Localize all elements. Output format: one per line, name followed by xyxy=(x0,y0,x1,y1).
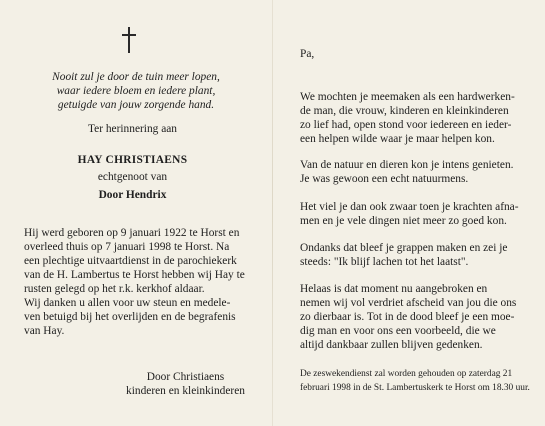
text-line: ven betuigd bij het overlijden en de begrafenis xyxy=(24,311,236,323)
left-page xyxy=(0,0,272,426)
spouse-name: Door Hendrix xyxy=(98,189,167,201)
text-line: Hij werd geboren op 9 januari 1922 te Horst en xyxy=(24,227,240,239)
poem-line: Nooit zul je door de tuin meer lopen, xyxy=(52,71,220,83)
text-line: kinderen en kleinkinderen xyxy=(126,385,245,397)
text-line: zo dierbaar is. Tot in de dood bleef je een moe- xyxy=(300,311,515,323)
tribute-paragraph xyxy=(300,200,545,228)
text-line: Het viel je dan ook zwaar toen je krachten afna- xyxy=(300,201,519,213)
text-line: Van de natuur en dieren kon je intens genieten. xyxy=(300,159,514,171)
spouse-label: echtgenoot van xyxy=(97,171,168,183)
text-line: steeds: "Ik blijf lachen tot het laatst". xyxy=(300,256,469,268)
text-line: nemen wij vol verdriet afscheid van jou die ons xyxy=(300,297,517,309)
service-note xyxy=(300,367,545,395)
tribute-paragraph xyxy=(300,241,545,269)
text-line: zo lief had, open stond voor iedereen en ieder- xyxy=(300,119,512,131)
text-line: We mochten je meemaken als een hardwerken- xyxy=(300,91,515,103)
text-line: Wij danken u allen voor uw steun en medele- xyxy=(24,297,231,309)
in-memory-heading: Ter herinnering aan xyxy=(87,123,178,135)
poem-line: getuigde van jouw zorgende hand. xyxy=(57,99,215,111)
text-line: men en je vele dingen niet meer zo goed kon. xyxy=(300,215,507,227)
text-line: Helaas is dat moment nu aangebroken en xyxy=(300,283,488,295)
text-line: Ondanks dat bleef je grappen maken en zei je xyxy=(300,242,508,254)
poem xyxy=(20,70,252,112)
tribute-paragraph xyxy=(300,158,545,186)
tribute-paragraph xyxy=(300,90,545,146)
text-line: een helpen wilde waar je maar helpen kon. xyxy=(300,133,495,145)
text-line: van Hay. xyxy=(24,325,65,337)
text-line: Je was gewoon een echt natuurmens. xyxy=(300,173,469,185)
text-line: overleed thuis op 7 januari 1998 te Horst. Na xyxy=(24,241,230,253)
text-line: februari 1998 in de St. Lambertuskerk te Horst om 18.30 uur. xyxy=(300,383,530,393)
text-line: De zeswekendienst zal worden gehouden op zaterdag 21 xyxy=(300,369,513,379)
tribute-paragraph xyxy=(300,282,545,352)
greeting: Pa, xyxy=(300,48,315,60)
text-line: rusten gelegd op het r.k. kerkhof aldaar. xyxy=(24,283,205,295)
right-page xyxy=(273,0,545,426)
biography-paragraph xyxy=(24,226,270,296)
deceased-name: HAY CHRISTIAENS xyxy=(77,154,188,166)
family-signature xyxy=(103,370,268,398)
text-line: een plechtige uitvaartdienst in de parochiekerk xyxy=(24,255,237,267)
text-line: altijd dankbaar zullen blijven gedenken. xyxy=(300,339,483,351)
thanks-paragraph xyxy=(24,296,270,338)
cross-icon xyxy=(121,27,137,53)
text-line: Door Christiaens xyxy=(146,371,225,383)
poem-line: waar iedere bloem en iedere plant, xyxy=(56,85,216,97)
text-line: van de H. Lambertus te Horst hebben wij Hay te xyxy=(24,269,245,281)
text-line: dig man en voor ons een voorbeeld, die we xyxy=(300,325,496,337)
text-line: de man, die vrouw, kinderen en kleinkinderen xyxy=(300,105,509,117)
